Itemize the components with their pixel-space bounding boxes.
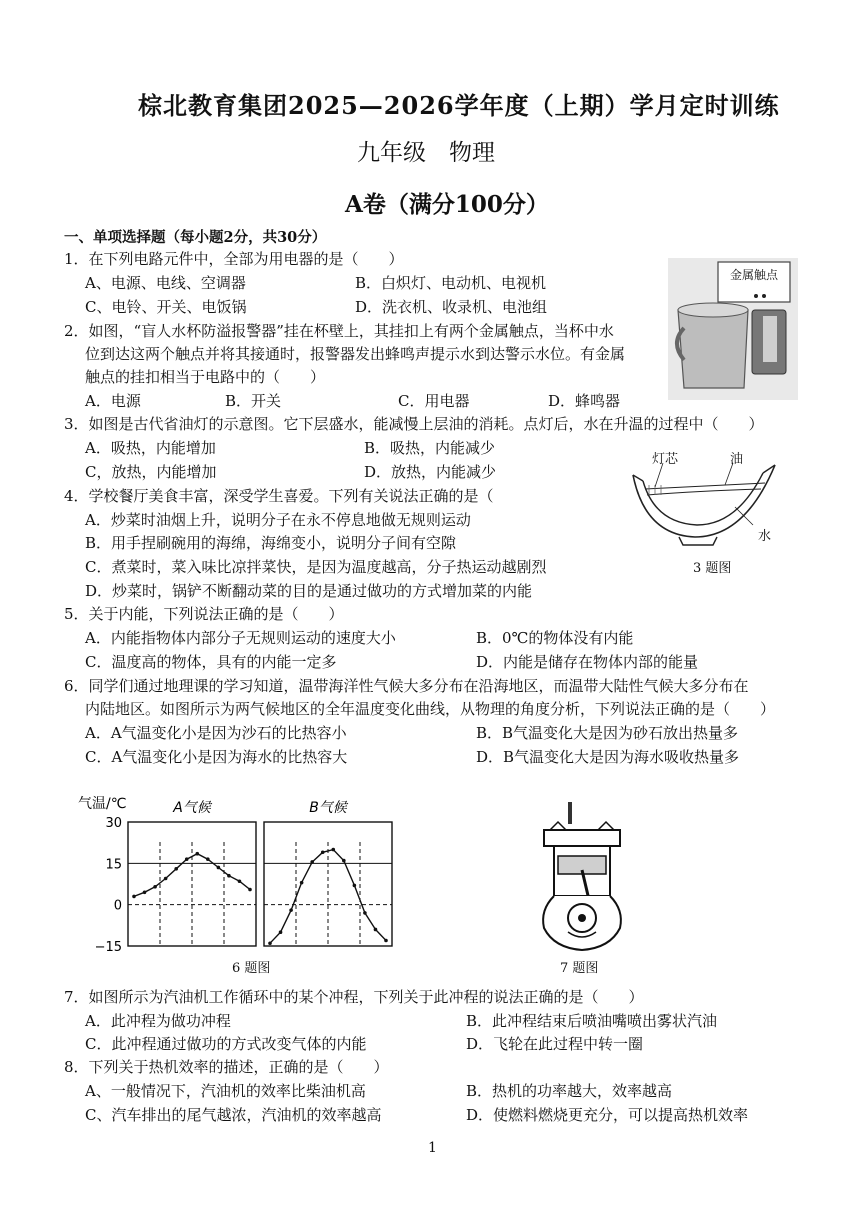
- q1-option-a: A、电源、电线、空调器: [85, 274, 246, 292]
- q6-caption: 6 题图: [232, 961, 271, 976]
- q1-option-c: C、电铃、开关、电饭锅: [85, 298, 247, 316]
- data-point: [374, 928, 378, 932]
- q6-option-d: D．B气温变化大是因为海水吸收热量多: [476, 748, 740, 766]
- y-tick-label: −15: [94, 940, 122, 955]
- q6-line2: 内陆地区。如图所示为两气候地区的全年温度变化曲线，从物理的角度分析，下列说法正确的是（ ）: [85, 700, 776, 718]
- paper-label: A卷（满分100分）: [345, 191, 549, 218]
- q2-option-a: A．电源: [85, 392, 141, 410]
- q7-option-b: B．此冲程结束后喷油嘴喷出雾状汽油: [466, 1012, 718, 1030]
- data-point: [289, 908, 293, 912]
- data-point: [248, 888, 252, 892]
- q2-line3: 触点的挂扣相当于电路中的（ ）: [85, 368, 326, 386]
- data-point: [342, 859, 346, 863]
- q6-option-b: B．B气温变化大是因为砂石放出热量多: [476, 724, 739, 742]
- q3-option-d: D．放热，内能减少: [364, 463, 497, 481]
- data-point: [363, 911, 367, 915]
- data-point: [310, 860, 314, 864]
- data-point: [132, 895, 136, 899]
- q3-stem: 3．如图是古代省油灯的示意图。它下层盛水，能减慢上层油的消耗。点灯后，水在升温的过程中（ ）: [64, 415, 764, 433]
- q1-option-d: D．洗衣机、收录机、电池组: [355, 298, 548, 316]
- q2-line2: 位到达这两个触点并将其接通时，报警器发出蜂鸣声提示水到达警示水位。有金属: [85, 345, 626, 363]
- q2-option-b: B．开关: [225, 392, 282, 410]
- q3-label-wick: 灯芯: [652, 452, 679, 467]
- data-point: [227, 874, 231, 878]
- data-point: [279, 930, 283, 934]
- q8-stem: 8．下列关于热机效率的描述，正确的是（ ）: [64, 1058, 389, 1076]
- panel-title: B气候: [309, 800, 347, 816]
- chart-ylabel: 气温/℃: [78, 796, 127, 812]
- page-number: 1: [428, 1140, 437, 1156]
- data-point: [321, 851, 325, 855]
- q8-option-d: D．使燃料燃烧更充分，可以提高热机效率: [466, 1106, 749, 1124]
- q5-option-b: B．0℃的物体没有内能: [476, 629, 634, 647]
- data-point: [353, 884, 357, 888]
- panel-title: A气候: [173, 800, 211, 816]
- data-point: [164, 877, 168, 881]
- y-tick-label: 30: [105, 816, 122, 831]
- q5-option-d: D．内能是储存在物体内部的能量: [476, 653, 699, 671]
- q4-option-c: C．煮菜时，菜入味比凉拌菜快，是因为温度越高，分子热运动越剧烈: [85, 558, 547, 576]
- q7-engine-figure: [530, 800, 635, 955]
- q4-stem: 4．学校餐厅美食丰富，深受学生喜爱。下列有关说法正确的是（: [64, 487, 494, 505]
- q3-label-oil: 油: [730, 452, 744, 467]
- data-point: [300, 881, 304, 885]
- q2-fig-label: 金属触点: [730, 268, 779, 282]
- q7-option-a: A．此冲程为做功冲程: [85, 1012, 231, 1030]
- q6-option-a: A．A气温变化小是因为沙石的比热容小: [85, 724, 347, 742]
- q7-caption: 7 题图: [560, 961, 599, 976]
- q2-option-d: D．蜂鸣器: [548, 392, 621, 410]
- q4-option-d: D．炒菜时，锅铲不断翻动菜的目的是通过做功的方式增加菜的内能: [85, 582, 533, 600]
- data-point: [331, 848, 335, 852]
- q8-option-a: A、一般情况下，汽油机的效率比柴油机高: [85, 1082, 366, 1100]
- q3-label-water: 水: [758, 529, 772, 544]
- data-point: [174, 867, 178, 871]
- q8-option-b: B．热机的功率越大，效率越高: [466, 1082, 673, 1100]
- q3-caption: 3 题图: [693, 561, 732, 576]
- q6-climate-chart: [72, 790, 412, 960]
- data-point: [217, 866, 221, 870]
- q7-stem: 7．如图所示为汽油机工作循环中的某个冲程，下列关于此冲程的说法正确的是（ ）: [64, 988, 644, 1006]
- q6-option-c: C．A气温变化小是因为海水的比热容大: [85, 748, 348, 766]
- q1-option-b: B．白炽灯、电动机、电视机: [355, 274, 547, 292]
- q3-option-c: C，放热，内能增加: [85, 463, 217, 481]
- q3-option-a: A．吸热，内能增加: [85, 439, 216, 457]
- y-tick-label: 15: [105, 857, 122, 873]
- q4-option-b: B．用手捏刷碗用的海绵，海绵变小，说明分子间有空隙: [85, 534, 457, 552]
- q2-line1: 2．如图，“盲人水杯防溢报警器”挂在杯壁上，其挂扣上有两个金属触点，当杯中水: [64, 322, 614, 340]
- q5-stem: 5．关于内能，下列说法正确的是（ ）: [64, 605, 344, 623]
- q2-option-c: C．用电器: [398, 392, 470, 410]
- series-line: [134, 854, 250, 897]
- q6-line1: 6．同学们通过地理课的学习知道，温带海洋性气候大多分布在沿海地区，而温带大陆性气候大多分布在: [64, 677, 749, 695]
- q8-option-c: C、汽车排出的尾气越浓，汽油机的效率越高: [85, 1106, 382, 1124]
- q3-option-b: B．吸热，内能减少: [364, 439, 496, 457]
- data-point: [195, 852, 199, 856]
- q1-stem: 1．在下列电路元件中，全部为用电器的是（ ）: [64, 250, 404, 268]
- grade-subject: 九年级 物理: [357, 140, 495, 166]
- data-point: [185, 857, 189, 861]
- data-point: [384, 939, 388, 943]
- data-point: [206, 857, 210, 861]
- data-point: [143, 890, 147, 894]
- q5-option-a: A．内能指物体内部分子无规则运动的速度大小: [85, 629, 396, 647]
- q7-option-c: C．此冲程通过做功的方式改变气体的内能: [85, 1035, 367, 1053]
- q5-option-c: C．温度高的物体，具有的内能一定多: [85, 653, 337, 671]
- q4-option-a: A．炒菜时油烟上升，说明分子在永不停息地做无规则运动: [85, 511, 471, 529]
- q7-option-d: D．飞轮在此过程中转一圈: [466, 1035, 644, 1053]
- data-point: [268, 941, 272, 945]
- y-tick-label: 0: [113, 898, 122, 914]
- exam-title: 棕北教育集团2025—2026学年度（上期）学月定时训练: [138, 91, 780, 120]
- section-heading: 一、单项选择题（每小题2分，共30分）: [64, 229, 327, 246]
- data-point: [238, 879, 242, 883]
- data-point: [153, 885, 157, 889]
